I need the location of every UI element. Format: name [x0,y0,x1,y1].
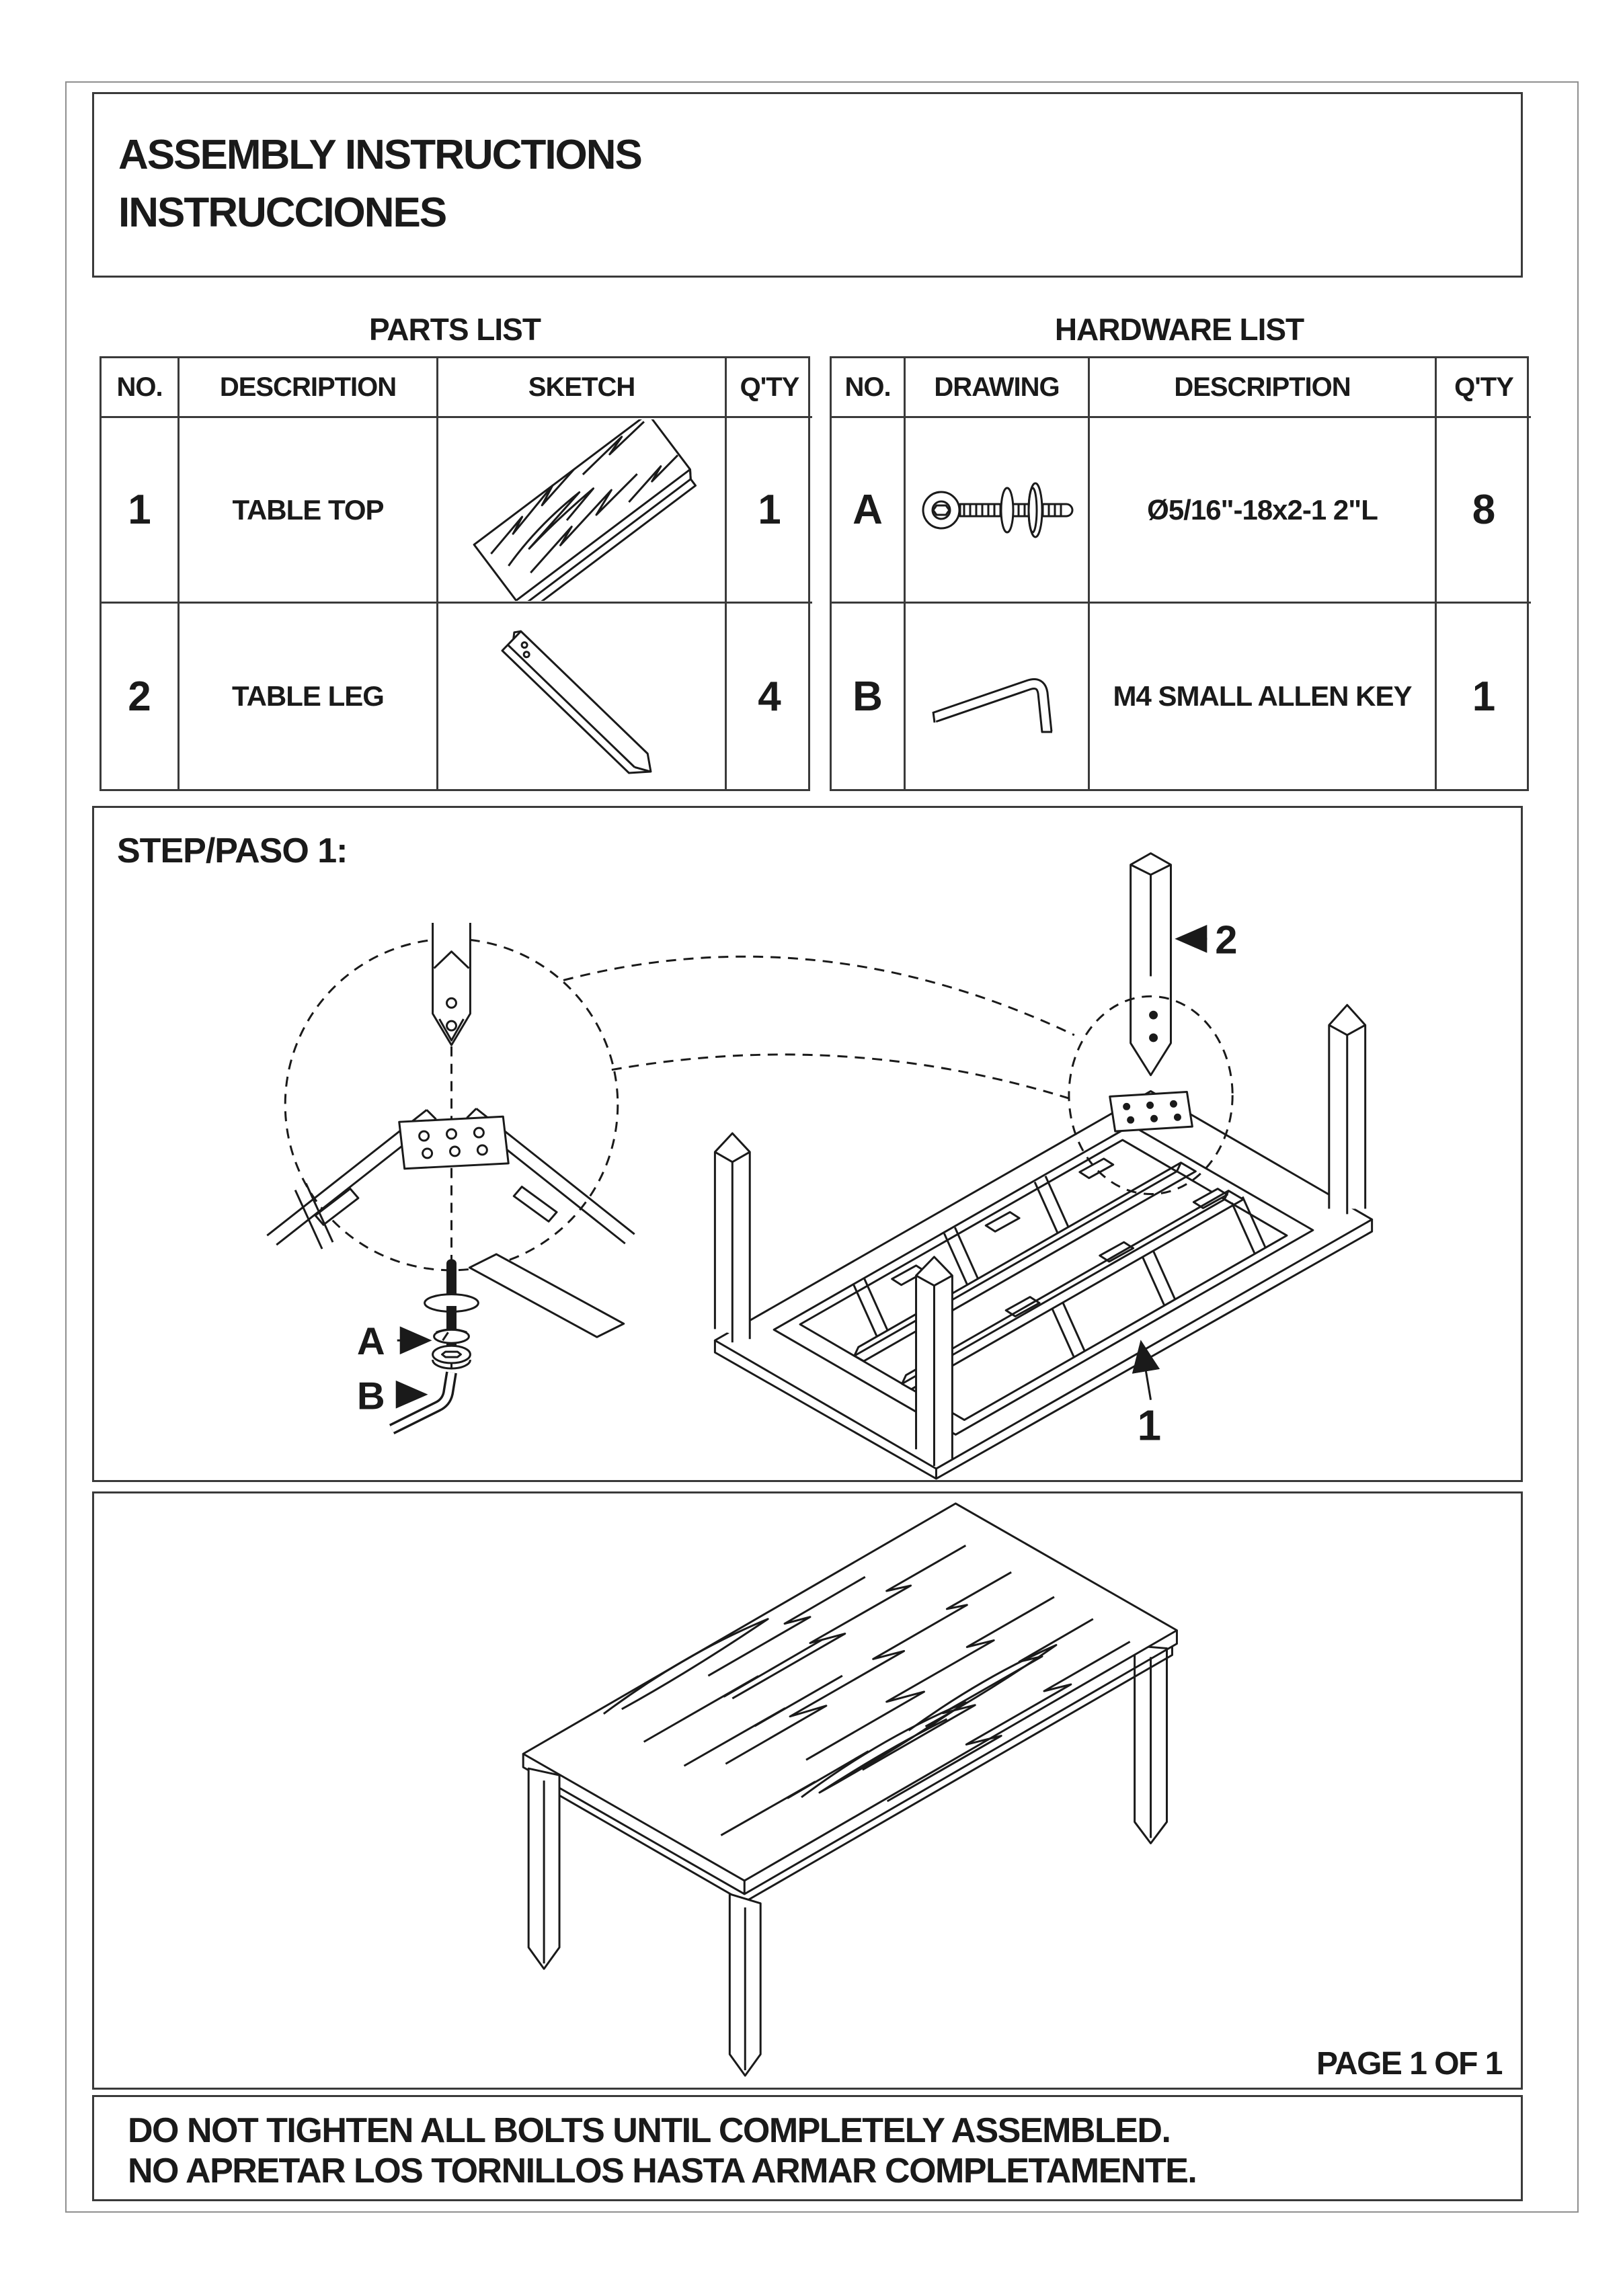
parts-col-description: DESCRIPTION [180,358,438,418]
assembled-table-section [92,1491,1523,2090]
hw-row-description: M4 SMALL ALLEN KEY [1090,604,1437,789]
page-number-label: PAGE 1 OF 1 [1316,2046,1502,2082]
hw-col-qty: Q'TY [1437,358,1531,418]
parts-list-heading: PARTS LIST [369,312,541,347]
hardware-list-table [830,356,1529,791]
parts-col-sketch: SKETCH [438,358,727,418]
callout-label-bolt: A [356,1320,385,1364]
table-row [906,418,1090,604]
part-row-qty: 1 [727,418,812,604]
hw-col-description: DESCRIPTION [1090,358,1437,418]
table-row [906,604,1090,789]
part-row-no: 1 [102,418,180,604]
table-row [438,604,727,789]
hw-col-drawing: DRAWING [906,358,1090,418]
hw-row-description: Ø5/16"-18x2-1 2"L [1090,418,1437,604]
footer-warning-box [92,2095,1523,2201]
page-title: ASSEMBLY INSTRUCTIONS [118,132,641,178]
part-row-description: TABLE LEG [180,604,438,789]
bolt-drawing-icon [906,419,1088,601]
parts-list-table [100,356,810,791]
part-row-qty: 4 [758,673,781,720]
hw-row-qty: 1 [1472,673,1496,720]
callout-label-table-top: 1 [1137,1401,1162,1450]
page-subtitle: INSTRUCCIONES [118,190,446,236]
table-top-sketch-icon [440,419,723,601]
hw-col-no: NO. [832,358,906,418]
part-row-description: TABLE TOP [180,418,438,604]
parts-col-qty: Q'TY [727,358,812,418]
hw-row-no: B [832,604,906,789]
allen-key-drawing-icon [906,606,1088,787]
instruction-sheet [65,81,1579,2213]
table-leg-sketch-icon [440,606,723,787]
parts-col-no: NO. [102,358,180,418]
footer-warning-en: DO NOT TIGHTEN ALL BOLTS UNTIL COMPLETELY ASSEMBLED. [128,2111,1171,2150]
footer-warning-es: NO APRETAR LOS TORNILLOS HASTA ARMAR COMPLETAMENTE. [128,2151,1197,2190]
table-row [438,418,727,604]
step-1-diagram [94,808,1521,1480]
hardware-list-heading: HARDWARE LIST [1054,312,1304,347]
step-1-section [92,806,1523,1482]
assembled-table-drawing [94,1493,1521,2088]
hw-row-no: A [832,418,906,604]
title-box [92,92,1523,278]
step-label: STEP/PASO 1: [117,831,348,870]
hw-row-qty: 8 [1437,418,1531,604]
callout-label-leg: 2 [1215,917,1238,962]
callout-label-allen-key: B [356,1375,385,1418]
table-row: 2 [102,604,180,789]
